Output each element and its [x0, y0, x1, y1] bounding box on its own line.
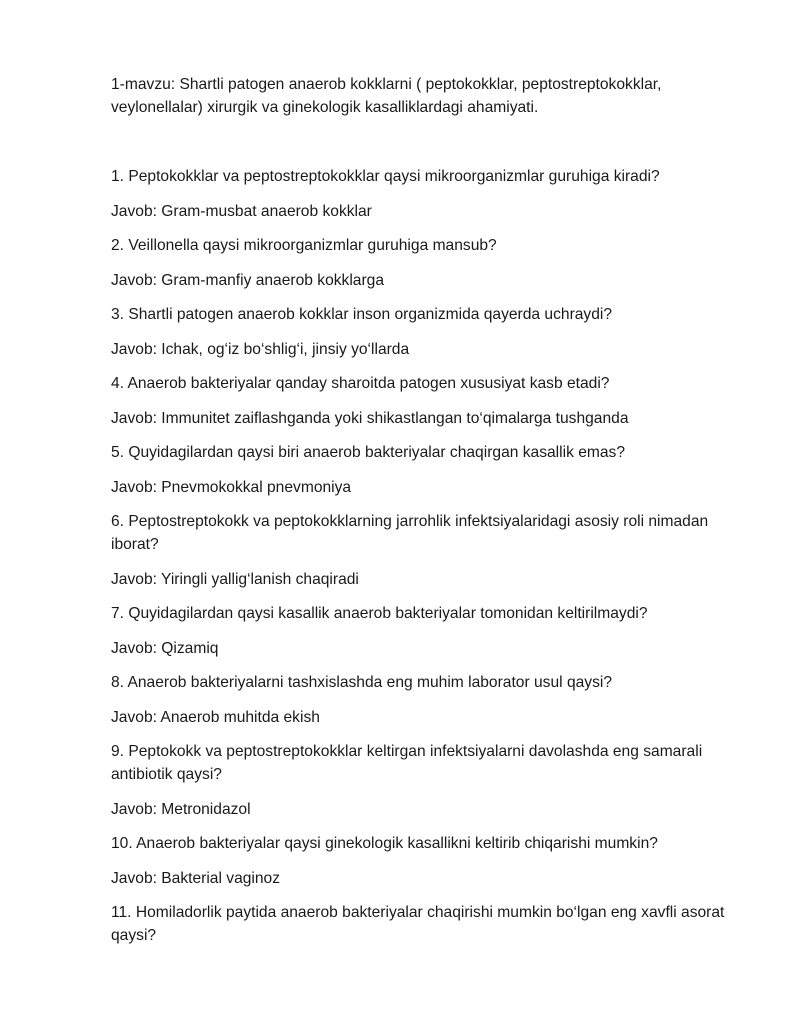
- question-text: 3. Shartli patogen anaerob kokklar inson organizmida qayerda uchraydi?: [111, 306, 613, 323]
- qa-item: [111, 303, 741, 361]
- answer-text: Javob: Immunitet zaiflashganda yoki shikastlangan to‘qimalarga tushganda: [111, 409, 629, 427]
- document-content: [111, 73, 741, 959]
- answer-text: Javob: Pnevmokokkal pnevmoniya: [111, 478, 352, 496]
- answer-text: Javob: Anaerob muhitda ekish: [111, 708, 320, 726]
- answer-text: Javob: Qizamiq: [111, 639, 219, 657]
- document-title: 1-mavzu: Shartli patogen anaerob kokklarni ( peptokokklar, peptostreptokokklar, veylonellalar) xirurgik va ginekologik kasalliklardagi ahamiyati.: [111, 76, 662, 116]
- qa-item: [111, 901, 741, 947]
- question-text: 10. Anaerob bakteriyalar qaysi ginekologik kasallikni keltirib chiqarishi mumkin?: [111, 835, 658, 852]
- question-text: 11. Homiladorlik paytida anaerob bakteriyalar chaqirishi mumkin bo‘lgan eng xavfli asorat qaysi?: [111, 904, 725, 944]
- answer-text: Javob: Ichak, og‘iz bo‘shlig‘i, jinsiy yo‘llarda: [111, 340, 410, 358]
- question-text: 2. Veillonella qaysi mikroorganizmlar guruhiga mansub?: [111, 237, 497, 254]
- qa-item: [111, 510, 741, 591]
- question-text: 7. Quyidagilardan qaysi kasallik anaerob bakteriyalar tomonidan keltirilmaydi?: [111, 605, 648, 622]
- question-text: 1. Peptokokklar va peptostreptokokklar qaysi mikroorganizmlar guruhiga kiradi?: [111, 168, 660, 185]
- qa-item: [111, 234, 741, 292]
- question-text: 8. Anaerob bakteriyalarni tashxislashda eng muhim laborator usul qaysi?: [111, 674, 613, 691]
- answer-text: Javob: Gram-manfiy anaerob kokklarga: [111, 271, 385, 289]
- qa-item: [111, 165, 741, 223]
- qa-item: [111, 602, 741, 660]
- qa-item: [111, 740, 741, 821]
- answer-text: Javob: Yiringli yallig‘lanish chaqiradi: [111, 570, 359, 588]
- answer-text: Javob: Gram-musbat anaerob kokklar: [111, 202, 372, 220]
- qa-item: [111, 441, 741, 499]
- qa-item: [111, 372, 741, 430]
- question-text: 4. Anaerob bakteriyalar qanday sharoitda patogen xususiyat kasb etadi?: [111, 375, 610, 392]
- question-text: 9. Peptokokk va peptostreptokokklar keltirgan infektsiyalarni davolashda eng samarali antibiotik qaysi?: [111, 743, 703, 783]
- qa-list: [111, 165, 741, 947]
- answer-text: Javob: Metronidazol: [111, 800, 251, 818]
- question-text: 5. Quyidagilardan qaysi biri anaerob bakteriyalar chaqirgan kasallik emas?: [111, 444, 626, 461]
- qa-item: [111, 671, 741, 729]
- question-text: 6. Peptostreptokokk va peptokokklarning jarrohlik infektsiyalaridagi asosiy roli nimadan iborat?: [111, 513, 709, 553]
- answer-text: Javob: Bakterial vaginoz: [111, 869, 281, 887]
- qa-item: [111, 832, 741, 890]
